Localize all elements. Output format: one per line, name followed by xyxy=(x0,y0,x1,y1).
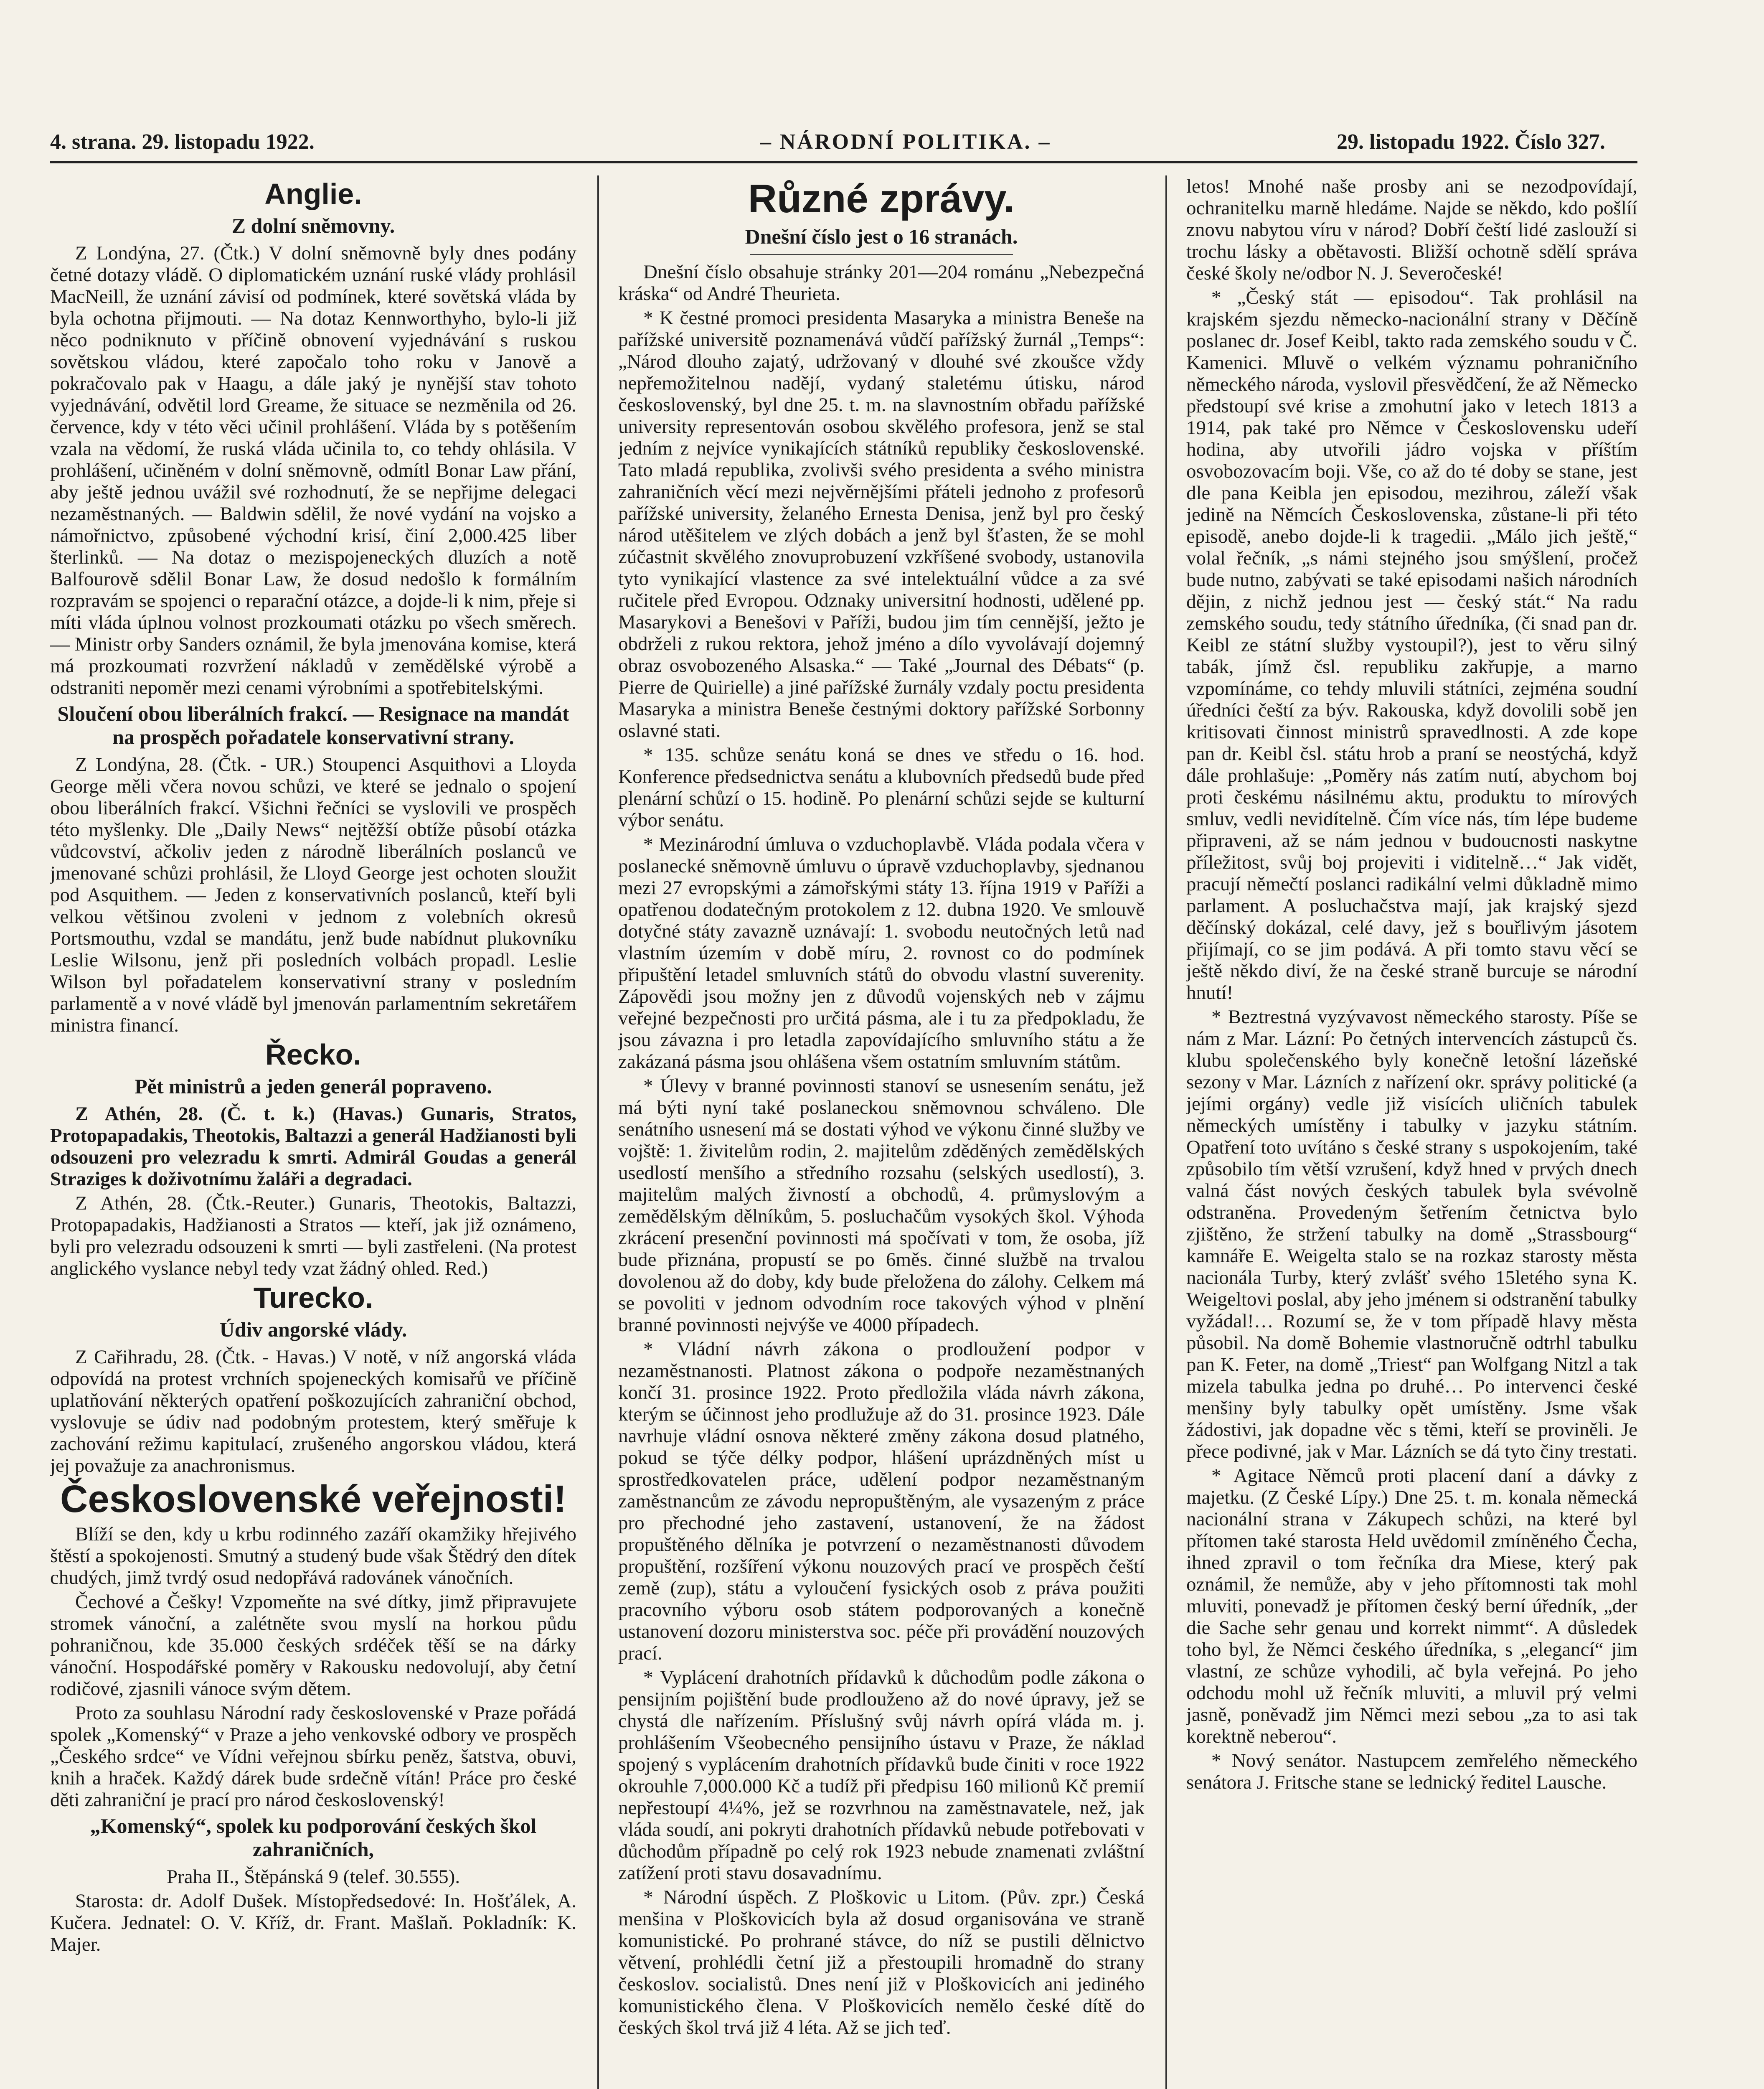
column-3 xyxy=(1186,175,1637,2089)
subheading: Z dolní sněmovny. xyxy=(231,214,395,237)
issue-notice: Dnešní číslo jest o 16 stranách. xyxy=(745,225,1018,248)
news-item: * Nový senátor. Nastupcem zemřelého německého senátora J. Fritsche stane se lednický ředitel Lausche. xyxy=(1186,1750,1637,1793)
section-title-anglie: Anglie. xyxy=(264,178,362,210)
article-paragraph: Z Athén, 28. (Č. t. k.) (Havas.) Gunaris, Stratos, Protopapadakis, Theotokis, Baltazzi a generál Hadžianosti byli odsouzeni pro velezradu k smrti. Admirál Goudas a generál Straziges k doživotnímu žaláři a degradaci. xyxy=(50,1103,576,1190)
appeal-title: Československé veřejnosti! xyxy=(60,1478,566,1520)
page-header-left: 4. strana. 29. listopadu 1922. xyxy=(50,130,315,154)
news-item: * Beztrestná vyzývavost německého starosty. Píše se nám z Mar. Lázní: Po četných intervencích zástupců čs. klubu společenského byly konečně letošní lázeňské sezony v Mar. Lázních z nařízení okr. správy politické (a jejími orgány) vedle již visících uličních tabulek německých umístěny i tabulky v jazyku státním. Opatření toto uvítáno s české strany s uspokojením, také způsobilo tím větší vzrušení, když hned v prvých dnech valná část nových českých tabulek byla svévolně odstraněna. Provedeným šetřením četnictva bylo zjištěno, že stržení tabulky na domě „Strassbourg“ kamnáře E. Weigelta stalo se na rozkaz starosty města nacionála Turby, který zvlášť svého 15letého syna K. Weigeltovi poslal, aby jeho jménem si odstranění tabulky vyžádal!… Rozumí se, že v tom případě hlavy města působil. Na domě Bohemie vlastnoručně odtrhl tabulku pan K. Feter, na domě „Triest“ pan Wolfgang Nitzl a tak mizela tabulka jedna po druhé… Po intervenci české menšiny byly tabulky opět umístěny. Jsme však žádostivi, jak dopadne věc s těmi, kteří se proviněli. Je přece podivné, jak v Mar. Lázních se dá tyto činy trestati. xyxy=(1186,1006,1637,1462)
news-item: Dnešní číslo obsahuje stránky 201—204 románu „Nebezpečná kráska“ od André Theurieta. xyxy=(618,261,1145,305)
page-header xyxy=(50,125,1637,163)
news-item: * Úlevy v branné povinnosti stanoví se usnesením senátu, jež má býti nyní také poslaneckou sněmovnou schváleno. Dle senátního usnesení má se dostati výhod ve výkonu činné služby ve vojště: 1. živitelům rodin, 2. majitelům zděděných zemědělských usedlostí menšího a středního rozsahu (selských usedlostí), 3. majitelům malých živností a obchodů, 4. průmyslovým a zemědělským dělníkům, 5. posluchačům vysokých škol. Výhoda zkrácení presenční povinnosti má spočívati v tom, že osoba, jíž bude přiznána, propustí se po 6měs. činné službě na trvalou dovolenou až do doby, kdy bude přeložena do zálohy. Celkem má se povoliti v jednom odvodním roce takových výhod v plnění branné povinnosti nejvýše ve 4000 případech. xyxy=(618,1075,1145,1336)
page-header-right: 29. listopadu 1922. Číslo 327. xyxy=(1337,130,1605,154)
article-paragraph: Z Londýna, 27. (Čtk.) V dolní sněmovně byly dnes podány četné dotazy vládě. O diplomatickém uznání ruské vlády prohlásil MacNeill, že uznání závisí od podmínek, které sovětská vláda by byla ochotna přijmouti. — Na dotaz Kennworthyho, bylo-li již něco podniknuto v příčině obnovení vyjednávání s ruskou sovětskou vládou, které započalo toho roku v Janově a pokračovalo pak v Haagu, a dále jaký je nynější stav tohoto vyjednávání, odvětil lord Greame, že situace se nezměnila od 26. července, kdy v této věci učinil prohlášení. Vláda by s potěšením vzala na vědomí, že ruská vláda učinila to, co tehdy ohlásila. V prohlášení, učiněném v dolní sněmovně, odmítl Bonar Law přání, aby ještě jednou uvážil své rozhodnutí, že se nepřijme delegaci nezaměstnaných. — Baldwin sdělil, že nové vydání na vojsko a námořnictvo, způsobené východní krisí, činí 2,000.425 liber šterlinků. — Na dotaz o mezispojeneckých dluzích a notě Balfourově sdělil Bonar Law, že dosud nedošlo k formálním rozpravám se spojenci o reparační otázce, a dojde-li k nim, přeje si míti vláda úplnou volnost prozkoumati otázku po všech směrech. — Ministr orby Sanders oznámil, že byla jmenována komise, která má prozkoumati rozvržení nákladů v zemědělské výrobě a odstraniti nepoměr mezi cenami výrobními a spotřebitelskými. xyxy=(50,242,576,699)
article-paragraph: Proto za souhlasu Národní rady československé v Praze pořádá spolek „Komenský“ v Praze a jeho venkovské odbory ve prospěch „Českého srdce“ ve Vídni veřejnou sbírku peněz, šatstva, obuvi, knih a hraček. Každý dárek bude srdečně vítán! Práce pro české děti zahraniční je prací pro národ československý! xyxy=(50,1702,576,1811)
article-paragraph: Z Cařihradu, 28. (Čtk. - Havas.) V notě, v níž angorská vláda odpovídá na protest vrchních spojeneckých komisařů ve příčině uplatňování některých opatření poškozujících zahraniční obchod, vyslovuje se údiv nad podobným protestem, který směřuje k zachování režimu kapitulací, zrušeného angorskou vládou, která jej považuje za anachronismus. xyxy=(50,1346,576,1477)
news-item: * Mezinárodní úmluva o vzduchoplavbě. Vláda podala včera v poslanecké sněmovně úmluvu o úpravě vzduchoplavby, sjednanou mezi 27 evropskými a zámořskými státy 13. října 1919 v Paříži a opatřenou dodatečným protokolem z 12. dubna 1920. Ve smlouvě dotyčné státy zavazně uznávají: 1. svobodu neutočných letů nad vlastním územím v době míru, 2. rovnost co do podmínek připuštění letadel smluvních států do obvodu vlastní suverenity. Zápovědi jsou možny jen z důvodů vojenských neb v zájmu veřejné bezpečnosti pro určitá pásma, ale i tu za předpokladu, že jsou závazna i pro letadla zapovídajícího smluvního státu a že zakázaná pásma jsou ohlášena všem ostatním smluvním státům. xyxy=(618,834,1145,1072)
section-title-recko: Řecko. xyxy=(265,1038,361,1071)
article-paragraph: Z Athén, 28. (Čtk.-Reuter.) Gunaris, Theotokis, Baltazzi, Protopapadakis, Hadžianosti a Stratos — kteří, jak již oznámeno, byli pro velezradu odsouzeni k smrti — byli zastřeleni. (Na protest anglického vyslance nebyl tedy vzat žádný ohled. Red.) xyxy=(50,1192,576,1279)
news-item: * Vládní návrh zákona o prodloužení podpor v nezaměstnanosti. Platnost zákona o podpoře nezaměstnaných končí 31. prosince 1922. Proto předložila vláda návrh zákona, kterým se účinnost jeho prodlužuje až do 31. prosince 1923. Dále navrhuje vládní osnova některé změny zákona dosud platného, pokud se týče délky podpor, hlášení uprázdněných míst u sprostředkovatelen práce, udělení podpor nezaměstnaným zaměstnancům ze závodu nepropuštěným, ale vysazeným z práce pro přechodné jeho zastavení, ustanovení, že na žádost propuštěného dělníka je potvrzení o nezaměstnanosti důvodem propuštění, rozšíření výkonu nouzových prací ve prospěch čeští země (zup), státu a vyloučení fysických osob z práva použiti pracovního výboru osob státem podporovaných a konečně ustanovení dozoru ministerstva soc. péče při provádění nouzových prací. xyxy=(618,1338,1145,1664)
article-paragraph: Blíží se den, kdy u krbu rodinného zazáří okamžiky hřejivého štěstí a spokojenosti. Smutný a studený bude však Štědrý den dítek chudých, jimž tvrdý osud nedopřává radovánek vánočních. xyxy=(50,1523,576,1588)
news-item: * Agitace Němců proti placení daní a dávky z majetku. (Z České Lípy.) Dne 25. t. m. konala německá nacionální strana v Zákupech schůzi, na které byl přítomen také starosta Held uvědomil zmíněného Čecha, ihned zpravil o tom řečníka dra Miese, který pak oznámil, že nemůže, aby v jeho přítomnosti tak mohl mluviti, ponevadž je přítomen český berní úředník, „der die Sache sehr genau und korrekt nimmt“. A důsledek toho byl, že Němci českého úředníka, s „elegancí“ jim vlastní, ze schůze vyhodili, ač byla veřejná. Po jeho odchodu mohl už řečník mluviti, a mluvil prý velmi jasně, poněvadž jim Němci mezi sebou „za to asi tak korektně neberou“. xyxy=(1186,1465,1637,1747)
organization-address: Praha II., Štěpánská 9 (telef. 30.555). xyxy=(166,1866,460,1888)
news-item: * K čestné promoci presidenta Masaryka a ministra Beneše na pařížské universitě poznamenává vůdčí pařížský žurnál „Temps“: „Národ dlouho zajatý, udržovaný v dlouhé své zkoušce vždy nepřemožitelnou nadějí, vydaný staletému útisku, národ československý, byl dne 25. t. m. na slavnostním obřadu pařížské university representován osobou skvělého profesora, jenž se stal jedním z nejvíce vynikajících státníků republiky československé. Tato mladá republika, zvolivši svého presidenta a svého ministra zahraničních věcí mezi nejvěrnějšími přáteli jednoho z profesorů pařížské university, želaného Ernesta Denisa, jenž byl pro český národ utěšitelem ve zlých dobách a jenž byl šťasten, že se mohl zúčastnit skvělého znovuprobuzení vzkříšené svobody, ustanovila tyto vynikající vlastence za své intelektuální vůdce a za své ručitele před Evropou. Odznaky universitní hodnosti, udělené pp. Masarykovi a Benešovi v Paříži, budou jim tím cennější, ježto je obdrželi z rukou rektora, jehož jméno a dílo vyvolávají dojemný obraz osvobozeného Alsaska.“ — Také „Journal des Débats“ (p. Pierre de Quirielle) a jiné pařížské žurnály vzdaly poctu presidenta Masaryka a ministra Beneše čestnými doktory pařížské Sorbonny oslavné stati. xyxy=(618,307,1145,742)
news-item: letos! Mnohé naše prosby ani se nezodpovídají, ochranitelku marně hledáme. Najde se někdo, kdo pošlíí znovu nabytou víru v národ? Dobří čeští lidé zaslouží si trochu lásky a obětavosti. Bližší ochotně sdělí správa české školy ne/odbor N. J. Severočeské! xyxy=(1186,175,1637,284)
section-title-ruzne-zpravy: Různé zprávy. xyxy=(748,176,1015,221)
column-divider xyxy=(1165,175,1167,2089)
column-divider xyxy=(597,175,599,2089)
column-2 xyxy=(618,175,1145,2089)
news-item: * 135. schůze senátu koná se dnes ve středu o 16. hod. Konference předsednictva senátu a klubovních předsedů bude před plenární schůzí o 15. hodině. Po plenární schůzi sejde se kulturní výbor senátu. xyxy=(618,744,1145,831)
section-title-turecko: Turecko. xyxy=(253,1281,373,1314)
news-item: * Vyplácení drahotních přídavků k důchodům podle zákona o pensijním pojištění bude prodlouženo až do nové úpravy, jež se chystá dle nařízením. Příslušný svůj návrh opírá vláda m. j. prohlášením Všeobecného pensijního ústavu v Praze, že náklad spojený s vyplácením drahotních přídavků bude činiti v roce 1922 okrouhle 7,000.000 Kč a tudíž při předpisu 160 milionů Kč premií nepřestoupí 4¼%, jež se rozvrhnou na zaměstnavatele, než, jak vláda soudí, ani pokryti drahotních přídavků nebude potřebovati v důchodům případně po celý rok 1923 nebude znamenati zvláštní zatížení proti stavu dosavadnímu. xyxy=(618,1667,1145,1884)
header-rule xyxy=(50,161,1637,163)
subheading: Údiv angorské vlády. xyxy=(219,1318,407,1341)
masthead: – NÁRODNÍ POLITIKA. – xyxy=(760,130,1051,154)
news-item: * „Český stát — episodou“. Tak prohlásil na krajském sjezdu německo-nacionální strany v Děčíně poslanec dr. Josef Keibl, takto rada zemského soudu v Č. Kamenici. Mluvě o velkém významu pohraničního německého národa, vyslovil přesvědčení, že až Německo předstoupí své krise a zmohutní jako v letech 1813 a 1914, pak také pro Němce v Československu udeří hodina, aby utvořili jádro vojska v příštím osvobozovacím boji. Vše, co až do té doby se stane, jest dle pana Keibla jen episodou, mezihrou, záleží však jedině na Němcích Československa, zůstane-li při této episodě, anebo dojde-li k tragedii. „Málo jich ještě,“ volal řečník, „s námi stejného jsou smýšlení, pročež bude nutno, zabývati se také episodami našich národních dějin, z nichž jednou jest — český stát.“ Na radu zemského soudu, tedy státního úředníka, (či snad pan dr. Keibl ze státní služby vystoupil?), jest to věru silný tabák, jímž čsl. republiku zakřupje, a marno vzpomínáme, co tehdy mluvili státníci, zejména soudní úředníci čeští za býv. Rakouska, když dovolili sobě jen kritisovati činnost ministrů spravedlnosti. A zde kope pan dr. Keibl čsl. státu hrob a praní se neostýchá, když dále prohlašuje: „Poměry nás zatím nutí, abychom boj proti českému násilnému aktu, produktu to mírových smluv, vedli nevidítelně. Čím více nás, tím lépe budeme připraveni, až se nám jednou v budoucnosti naskytne příležitost, svůj boj projeviti i viditelně…“ Jak vidět, pracují němečtí poslanci radikální velmi důkladně mimo parlament. A posluchačstva mají, jak krajský sjezd děčínský dokázal, celé davy, jež s bouřlivým jásotem přijímají, co se jim podává. A při tomto stavu věcí se ještě někdo diví, že na české straně burcuje se národní hnutí! xyxy=(1186,287,1637,1004)
news-item: * Národní úspěch. Z Ploškovic u Litom. (Pův. zpr.) Česká menšina v Ploškovicích byla až dosud organisována ve straně komunistické. Po prohrané stávce, do níž se pustili dělnictvo větvení, prohlédli četní již a přestoupili hromadně do strany českoslov. socialistů. Dnes není již v Ploškovicích ani jediného komunistického člena. V Ploškovicích nemělo české dítě do českých škol trvá již 4 léta. Až se jich teď. xyxy=(618,1886,1145,2038)
organization-name: „Komenský“, spolek ku podporování českých škol zahraničních, xyxy=(90,1814,537,1861)
divider xyxy=(750,254,1013,255)
article-paragraph: Čechové a Češky! Vzpomeňte na své dítky, jimž připravujete stromek vánoční, a zalétněte svou myslí na horkou půdu pohraničnou, kde 35.000 českých srdéček těší se na dárky vánoční. Hospodářské poměry v Rakousku nedovolují, aby četní rodičové, zjasnili vánoce svým dětem. xyxy=(50,1591,576,1700)
subheading: Sloučení obou liberálních frakcí. — Resignace na mandát na prospěch pořadatele konservativní strany. xyxy=(57,702,569,749)
subheading: Pět ministrů a jeden generál popraveno. xyxy=(135,1075,492,1098)
column-1 xyxy=(50,175,576,2089)
organization-board: Starosta: dr. Adolf Dušek. Místopředsedové: In. Hošťálek, A. Kučera. Jednatel: O. V. Kříž, dr. Frant. Mašlaň. Pokladník: K. Majer. xyxy=(50,1890,576,1955)
article-paragraph: Z Londýna, 28. (Čtk. - UR.) Stoupenci Asquithovi a Lloyda George měli včera novou schůzi, ve které se jednalo o spojení obou liberálních frakcí. Všichni řečníci se vyslovili ve prospěch této myšlenky. Dle „Daily News“ nejtěžší obtíže působí otázka vůdcovství, ačkoliv jeden z národně liberálních poslanců ve jmenované schůzi prohlásil, že Lloyd George jest ochoten sloužit pod Asquithem. — Jeden z konservativních poslanců, kteří byli velkou většinou zvoleni v jednom z volebních okresů Portsmouthu, vzdal se mandátu, jenž bude nabídnut plukovníku Leslie Wilsonu, jenž při posledních volbách propadl. Leslie Wilson byl pořadatelem konservativní strany v posledním parlamentě a v nové vládě byl jmenován parlamentním sekretářem ministra financí. xyxy=(50,754,576,1036)
